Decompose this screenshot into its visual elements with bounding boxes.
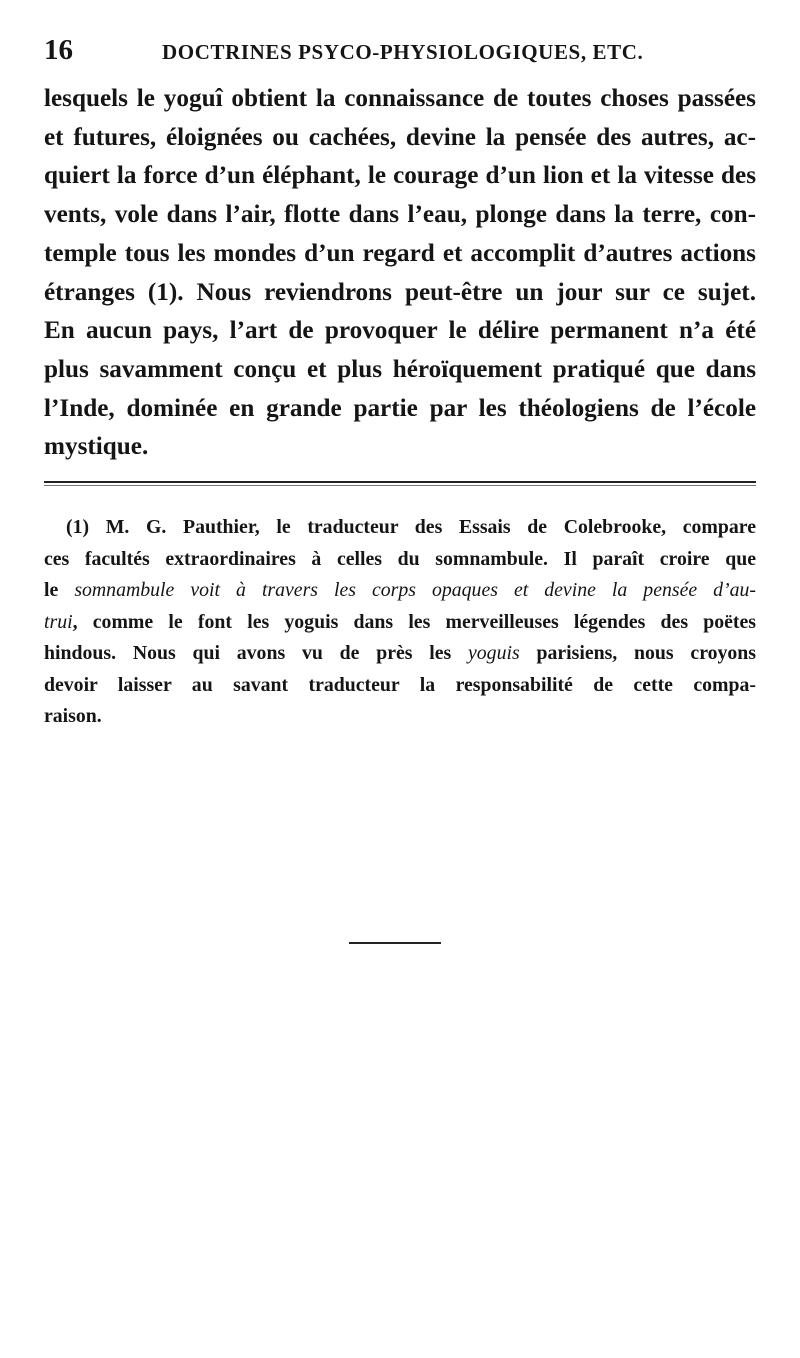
text-line: temple tous les mondes d’un regard et accomplit d’autres actions [44, 239, 756, 267]
footnote-italic: trui [44, 610, 73, 633]
footnote-text: parisiens, nous croyons [519, 642, 756, 664]
end-ornament-rule [349, 942, 441, 944]
footnote-line: devoir laisser au savant traducteur la responsabilité de cette compa- [44, 673, 756, 696]
footnote-separator [44, 481, 756, 483]
footnote-line: ces facultés extraordinaires à celles du somnambule. Il paraît croire que [44, 547, 756, 570]
text-line: plus savamment conçu et plus héroïquement pratiqué que dans [44, 355, 756, 383]
footnote-line: (1) M. G. Pauthier, le traducteur des Essais de Colebrooke, compare [66, 516, 756, 538]
text-line: En aucun pays, l’art de provoquer le délire permanent n’a été [44, 317, 756, 345]
text-line: vents, vole dans l’air, flotte dans l’eau, plonge dans la terre, con- [44, 201, 756, 229]
text-line: mystique. [44, 433, 149, 461]
footnote [44, 512, 756, 733]
footnote-italic: yoguis [468, 642, 520, 664]
page-header [44, 34, 754, 74]
footnote-text: , comme le font les yoguis dans les merveilleuses légendes des poëtes [72, 610, 756, 633]
footnote-separator-thin [44, 485, 756, 486]
running-title: DOCTRINES PSYCO-PHYSIOLOGIQUES, ETC. [162, 40, 644, 64]
main-text [44, 80, 756, 467]
text-line: et futures, éloignées ou cachées, devine la pensée des autres, ac- [44, 123, 756, 151]
footnote-line [44, 575, 756, 607]
text-line: quiert la force d’un éléphant, le courage d’un lion et la vitesse des [44, 162, 756, 190]
footnote-line: raison. [44, 705, 102, 727]
footnote-italic: somnambule voit à travers les corps opaques et devine la pensée d’au- [74, 579, 756, 601]
page-number: 16 [44, 34, 73, 66]
text-line: étranges (1). Nous reviendrons peut-être un jour sur ce sujet. [44, 278, 756, 306]
footnote-line [44, 638, 756, 670]
footnote-line [44, 607, 756, 639]
text-line: l’Inde, dominée en grande partie par les théologiens de l’école [44, 394, 756, 422]
footnote-text: le [44, 579, 75, 601]
footnote-text: hindous. Nous qui avons vu de près les [44, 642, 469, 664]
text-line: lesquels le yoguî obtient la connaissance de toutes choses passées [44, 85, 756, 112]
